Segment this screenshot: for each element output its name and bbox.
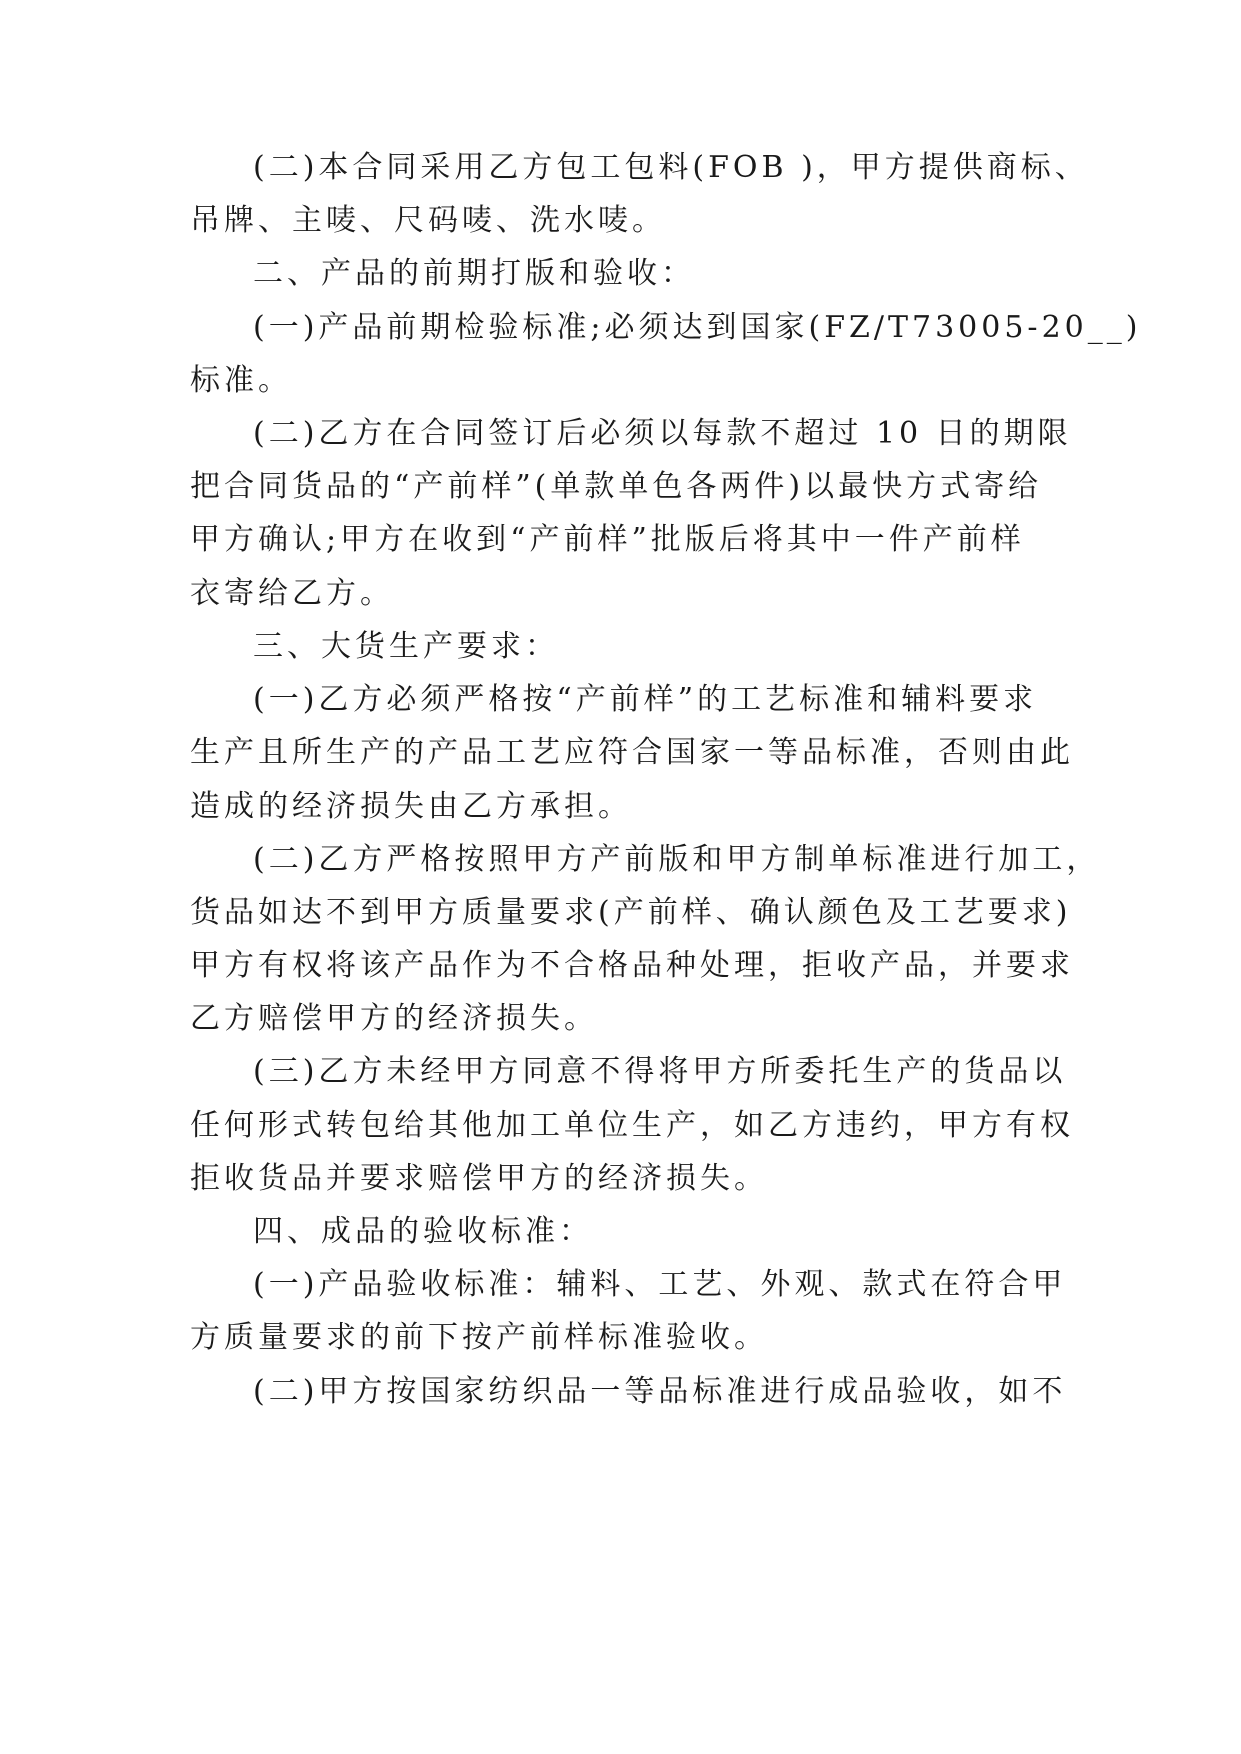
text-line: 拒收货品并要求赔偿甲方的经济损失。 [190,1161,768,1196]
text-line: (一)产品前期检验标准;必须达到国家(FZ/T73005-20__) [253,310,1142,345]
text-line: 方质量要求的前下按产前样标准验收。 [190,1320,768,1355]
text-line: 吊牌、主唛、尺码唛、洗水唛。 [190,203,666,238]
section-heading: 四、成品的验收标准： [253,1214,593,1249]
text-line: 把合同货品的“产前样”(单款单色各两件)以最快方式寄给 [190,469,1043,504]
text-line: 货品如达不到甲方质量要求(产前样、确认颜色及工艺要求) [190,895,1072,930]
text-line: 甲方确认;甲方在收到“产前样”批版后将其中一件产前样 [190,522,1025,557]
text-line: 造成的经济损失由乙方承担。 [190,789,632,824]
text-line: 标准。 [190,363,292,398]
text-line: 甲方有权将该产品作为不合格品种处理，拒收产品，并要求 [190,948,1074,983]
text-line: (二)甲方按国家纺织品一等品标准进行成品验收，如不 [253,1374,1067,1409]
text-line: (二)本合同采用乙方包工包料(FOB )，甲方提供商标、 [253,150,1089,185]
text-line: 衣寄给乙方。 [190,576,394,611]
text-line: (一)产品验收标准：辅料、工艺、外观、款式在符合甲 [253,1267,1067,1302]
section-heading: 三、大货生产要求： [253,629,559,664]
text-line: 生产且所生产的产品工艺应符合国家一等品标准，否则由此 [190,735,1074,770]
text-line: 任何形式转包给其他加工单位生产，如乙方违约，甲方有权 [190,1108,1074,1143]
text-line: (一)乙方必须严格按“产前样”的工艺标准和辅料要求 [253,682,1038,717]
text-line: (三)乙方未经甲方同意不得将甲方所委托生产的货品以 [253,1054,1067,1089]
text-line: (二)乙方在合同签订后必须以每款不超过 10 日的期限 [253,416,1072,451]
text-line: 乙方赔偿甲方的经济损失。 [190,1001,598,1036]
section-heading: 二、产品的前期打版和验收： [253,256,695,291]
text-line: (二)乙方严格按照甲方产前版和甲方制单标准进行加工， [253,842,1101,877]
